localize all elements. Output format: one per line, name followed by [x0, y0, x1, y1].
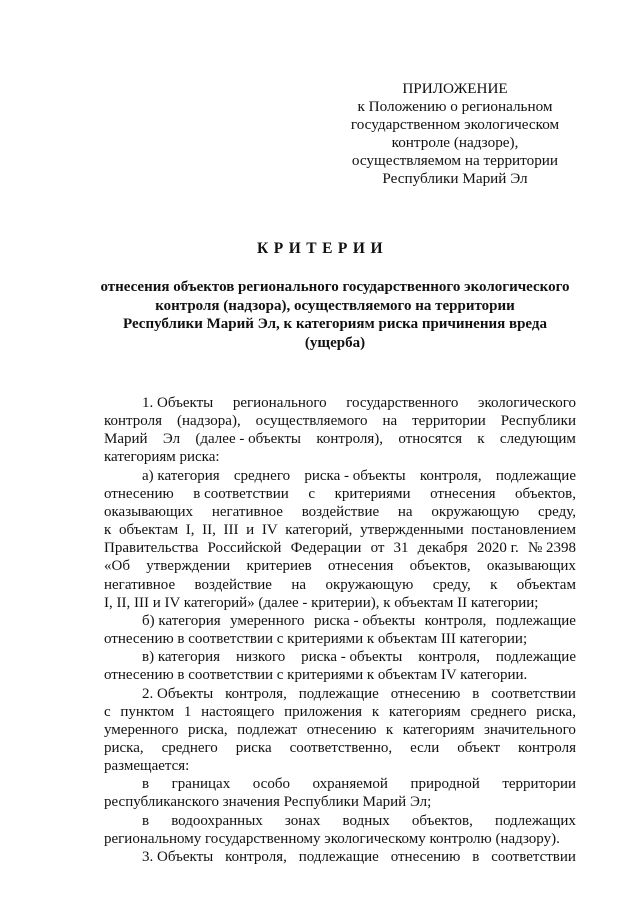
text-word: к — [385, 721, 394, 738]
text-word: среднего — [470, 703, 527, 720]
text-word: I, — [185, 522, 195, 539]
text-line — [104, 793, 576, 811]
text-word: объектов, — [515, 485, 576, 502]
text-word: контроля — [104, 413, 162, 430]
text-word: охраняемой — [312, 776, 388, 793]
text-word: риска - объекты — [304, 467, 406, 484]
document-body — [104, 394, 576, 866]
text-word: отнесению в соответствии с критериями к объектам IV категории. — [104, 667, 528, 684]
text-line — [104, 630, 576, 648]
text-word: декабря — [417, 540, 468, 557]
text-word: особо — [252, 776, 290, 793]
appendix-header — [330, 80, 580, 188]
text-word: отнесению — [306, 721, 377, 738]
text-word: оказывающих — [486, 558, 576, 575]
text-line — [104, 430, 576, 448]
text-line — [104, 757, 576, 775]
text-word: окружающую — [325, 576, 414, 593]
text-word: на — [291, 576, 307, 593]
text-word: риска, — [536, 703, 576, 720]
text-word: в) категория — [142, 649, 221, 666]
text-line — [104, 594, 576, 612]
text-word: 31 — [393, 540, 409, 557]
text-word: отнесения — [430, 485, 496, 502]
text-word: размещается: — [104, 758, 190, 775]
text-word: среду, — [537, 503, 576, 520]
text-word: III — [223, 522, 239, 539]
text-line — [104, 685, 576, 703]
document-title: КРИТЕРИИ — [256, 240, 389, 257]
text-word: 2. Объекты — [142, 685, 214, 702]
text-word: отнесению — [104, 485, 174, 502]
text-word: риска, — [104, 739, 144, 756]
text-word: критериев — [246, 558, 312, 575]
subtitle-line: Республики Марий Эл, к категориям риска причинения вреда — [123, 316, 547, 333]
text-word: воздействие — [194, 576, 272, 593]
text-word: на — [397, 503, 413, 520]
text-word: отнесению в соответствии с критериями к объектам III категории; — [104, 631, 528, 648]
text-word: объектов, — [409, 558, 471, 575]
subtitle-line: отнесения объектов регионального государственного экологического — [100, 279, 570, 295]
text-word: (далее - объекты — [195, 431, 301, 448]
text-word: природной — [410, 776, 480, 793]
text-word: риска - объекты — [301, 649, 403, 666]
text-word: утвержденными — [360, 522, 464, 539]
text-word: к — [490, 576, 498, 593]
appendix-line: контроле (надзоре), — [391, 134, 519, 151]
text-word: Республики — [500, 413, 576, 430]
text-word: настоящего — [201, 703, 275, 720]
text-word: территории — [502, 776, 576, 793]
appendix-line: осуществляемом на территории — [351, 152, 559, 169]
text-word: осуществляемого — [255, 413, 368, 430]
text-word: подлежащие — [495, 467, 576, 484]
text-word: соответственно, — [289, 739, 393, 756]
text-word: среднего — [233, 467, 291, 484]
text-word: если — [410, 739, 440, 756]
text-word: контроля), — [316, 431, 384, 448]
text-word: объектам — [118, 522, 179, 539]
text-word: № 2398 — [527, 540, 576, 557]
text-word: 1. Объекты — [142, 395, 214, 411]
text-word: к — [371, 703, 380, 720]
text-word: низкого — [235, 649, 286, 666]
text-word: Правительства — [104, 540, 199, 557]
text-word: «Об — [104, 558, 130, 575]
text-word: контроля, — [418, 649, 480, 666]
text-word: следующим — [499, 431, 576, 448]
text-word: категорий, — [285, 522, 353, 539]
text-word: от — [370, 540, 385, 557]
text-word: на — [382, 413, 398, 430]
text-line — [104, 612, 576, 630]
text-word: IV — [261, 522, 278, 539]
text-word: а) категория — [142, 467, 220, 484]
text-word: Федерации — [290, 540, 362, 557]
text-line — [104, 739, 576, 757]
text-word: отнесению — [390, 685, 461, 702]
text-word: в — [472, 848, 480, 865]
text-word: постановлением — [471, 522, 576, 539]
text-line — [104, 721, 576, 739]
text-word: соответствии — [491, 848, 576, 865]
text-line — [104, 394, 576, 412]
document-subtitle — [90, 278, 580, 352]
text-word: 2020 г. — [476, 540, 519, 557]
text-line — [104, 576, 576, 594]
text-word: риска - объекты — [313, 612, 416, 629]
text-word: риска — [235, 739, 272, 756]
text-line — [104, 503, 576, 521]
appendix-line: ПРИЛОЖЕНИЕ — [402, 80, 508, 97]
text-word: утверждении — [146, 558, 231, 575]
text-word: водных — [342, 812, 390, 829]
text-word: подлежат — [237, 721, 298, 738]
text-line — [104, 412, 576, 430]
text-word: к — [477, 431, 485, 448]
text-word: отнесению — [390, 848, 461, 865]
text-word: к — [104, 522, 112, 539]
text-word: объектам — [516, 576, 576, 593]
text-word: в — [142, 776, 150, 793]
text-word: объект — [457, 739, 501, 756]
text-word: умеренного — [230, 612, 305, 629]
text-word: приложения — [284, 703, 363, 720]
text-word: водоохранных — [171, 812, 263, 829]
text-line — [104, 812, 576, 830]
text-word: и — [246, 522, 255, 539]
text-word: негативное — [211, 503, 283, 520]
text-word: категориям риска: — [104, 449, 220, 466]
text-line — [104, 703, 576, 721]
text-word: 1 — [183, 703, 192, 720]
text-word: подлежащих — [494, 812, 576, 829]
subtitle-line: контроля (надзора), осуществляемого на территории — [155, 297, 515, 314]
text-line — [104, 775, 576, 793]
text-word: I, II, III и IV категорий» (далее - критерии), к объектам II категории; — [104, 594, 539, 611]
text-word: объектов, — [411, 812, 473, 829]
text-word: государственного — [346, 395, 459, 411]
text-word: окружающую — [431, 503, 520, 520]
text-line — [104, 557, 576, 575]
text-word: контроля — [518, 739, 576, 756]
text-word: (надзора), — [176, 413, 241, 430]
text-word: категориям — [388, 703, 461, 720]
text-line — [104, 448, 576, 466]
appendix-line: государственном экологическом — [350, 116, 560, 133]
subtitle-line: (ущерба) — [304, 334, 366, 351]
text-word: категориям — [402, 721, 475, 738]
text-word: в — [472, 685, 480, 702]
text-word: воздействие — [301, 503, 380, 520]
text-word: Эл — [162, 431, 181, 448]
text-word: республиканского значения Республики Марий Эл; — [104, 794, 432, 811]
text-word: соответствии — [491, 685, 576, 702]
text-word: относятся — [398, 431, 462, 448]
text-word: II, — [202, 522, 216, 539]
text-line — [104, 830, 576, 848]
text-line — [104, 848, 576, 866]
text-word: региональному государственному экологическому контролю (надзору). — [104, 830, 560, 847]
text-word: негативное — [104, 576, 176, 593]
text-word: с — [308, 485, 316, 502]
text-word: среду, — [432, 576, 471, 593]
text-word: экологического — [478, 395, 576, 411]
text-word: территории — [412, 413, 486, 430]
text-word: границах — [171, 776, 231, 793]
text-word: 3. Объекты — [142, 848, 214, 865]
text-word: контроля, — [225, 848, 287, 865]
text-line — [104, 467, 576, 485]
text-word: контроля, — [419, 467, 482, 484]
text-line — [104, 485, 576, 503]
text-word: зонах — [284, 812, 321, 829]
text-word: среднего — [161, 739, 218, 756]
text-word: регионального — [232, 395, 327, 411]
appendix-line: Республики Марий Эл — [382, 170, 528, 187]
text-word: подлежащие — [495, 649, 576, 666]
text-word: контроля, — [424, 612, 487, 629]
text-word: контроля, — [225, 685, 287, 702]
appendix-line: к Положению о региональном — [357, 98, 553, 115]
text-word: с — [104, 703, 111, 720]
text-word: Марий — [104, 431, 148, 448]
text-word: критериями — [334, 485, 411, 502]
text-line — [104, 666, 576, 684]
text-word: б) категория — [142, 612, 221, 629]
text-word: подлежащие — [495, 612, 576, 629]
text-word: отнесения — [328, 558, 394, 575]
text-word: умеренного — [104, 721, 179, 738]
text-word: Российской — [207, 540, 282, 557]
text-word: пунктом — [120, 703, 175, 720]
text-word: оказывающих — [104, 503, 194, 520]
text-word: риска, — [187, 721, 228, 738]
text-word: подлежащие — [298, 848, 379, 865]
text-line — [104, 521, 576, 539]
text-line — [104, 539, 576, 557]
text-word: в — [142, 812, 150, 829]
text-word: в соответствии — [193, 485, 289, 502]
text-word: значительного — [484, 721, 576, 738]
text-word: подлежащие — [298, 685, 379, 702]
text-line — [104, 648, 576, 666]
